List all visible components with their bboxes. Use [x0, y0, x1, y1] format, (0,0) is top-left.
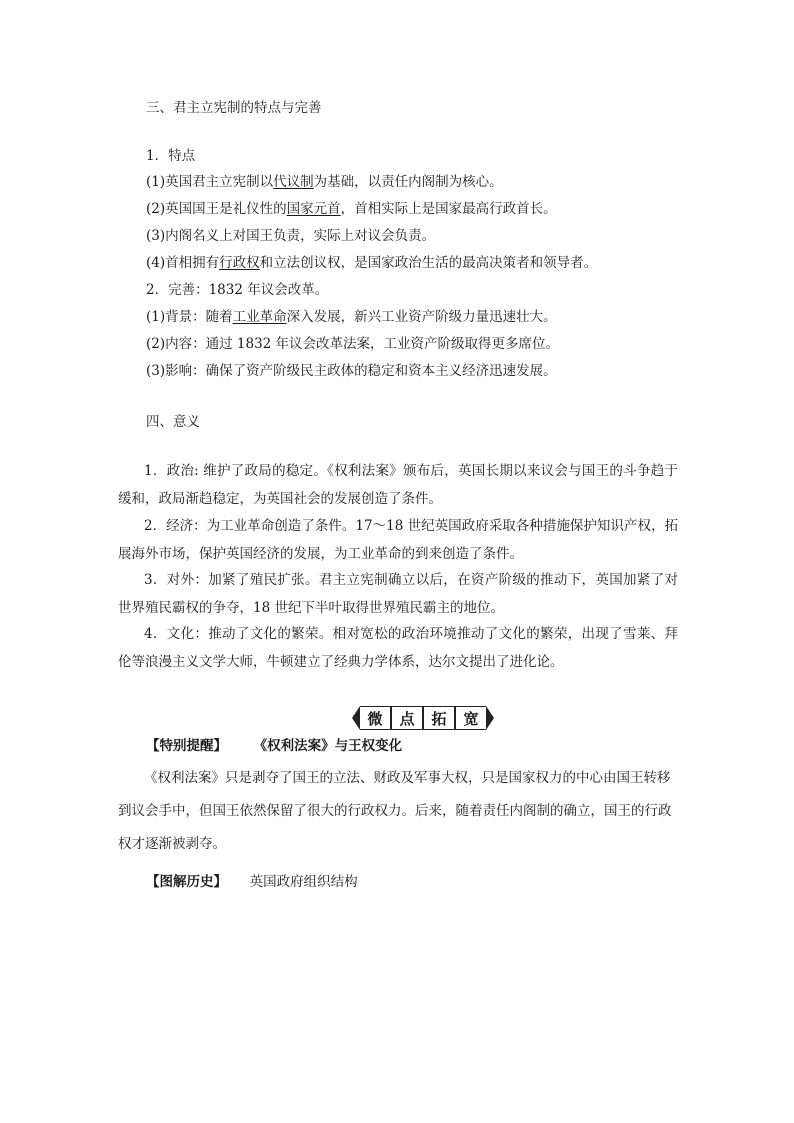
significance-politics: [118, 458, 678, 513]
feature-4-rest: 和立法创议权，是国家政治生活的最高决策者和领导者。: [259, 255, 598, 271]
improvement-background-underline: 工业革命: [232, 309, 287, 325]
significance-economy-text: 2．经济：为工业革命创造了条件。17～18 世纪英国政府采取各种措施保护知识产权，拓展海外市场，保护英国经济的发展，为工业革命的到来创造了条件。: [118, 518, 678, 562]
significance-economy: [118, 513, 678, 568]
feature-1-underline: 代议制: [273, 174, 314, 190]
special-reminder-title: 《权利法案》与王权变化: [253, 738, 403, 754]
illustrated-history-tag: 【图解历史】: [146, 874, 227, 890]
special-reminder-body-text: 《权利法案》只是剥夺了国王的立法、财政及军事大权，只是国家权力的中心由国王转移到议会手中，但国王依然保留了很大的行政权力。后来，随着责任内阁制的确立，国王的行政权才逐渐被剥夺。: [118, 770, 672, 852]
subheading-features: 1．特点: [146, 148, 196, 164]
feature-1: [146, 172, 503, 192]
significance-culture: [118, 621, 678, 676]
improvement-impact: (3)影响：确保了资产阶级民主政体的稳定和资本主义经济迅速发展。: [146, 363, 557, 379]
feature-2: [146, 199, 557, 219]
significance-culture-text: 4．文化：推动了文化的繁荣。相对宽松的政治环境推动了文化的繁荣，出现了雪莱、拜伦等浪漫主义文学大师，牛顿建立了经典力学体系，达尔文提出了进化论。: [118, 626, 678, 670]
section-4-heading: 四、意义: [146, 414, 200, 430]
feature-4-text: (4)首相拥有: [146, 255, 220, 271]
section-3-heading: 三、君主立宪制的特点与完善: [146, 100, 322, 116]
feature-1-rest: 为基础，以责任内阁制为核心。: [313, 174, 503, 190]
significance-politics-text: 1．政治: 维护了政局的稳定。《权利法案》颁布后，英国长期以来议会与国王的斗争趋于缓和，政局渐趋稳定，为英国社会的发展创造了条件。: [118, 463, 678, 507]
feature-1-text: (1)英国君主立宪制以: [146, 174, 274, 190]
feature-4-underline: 行政权: [219, 255, 260, 271]
illustrated-history-line: [146, 872, 358, 892]
banner-char-2: 点: [390, 706, 422, 730]
special-reminder-tag: 【特别提醒】: [146, 738, 227, 754]
significance-foreign: [118, 567, 678, 622]
special-reminder-line: [146, 736, 402, 756]
feature-2-text: (2)英国国王是礼仪性的: [146, 201, 287, 217]
special-reminder-body: [118, 762, 678, 861]
micro-point-banner: [352, 706, 494, 730]
improvement-background-rest: 深入发展，新兴工业资产阶级力量迅速壮大。: [286, 309, 557, 325]
feature-3: (3)内阁名义上对国王负责，实际上对议会负责。: [146, 228, 436, 244]
banner-left-arrow: [352, 706, 360, 730]
improvement-content: (2)内容：通过 1832 年议会改革法案，工业资产阶级取得更多席位。: [146, 336, 560, 352]
subheading-improvement: 2．完善：1832 年议会改革。: [146, 282, 329, 298]
banner-char-4: 宽: [454, 706, 486, 730]
illustrated-history-title: 英国政府组织结构: [249, 874, 358, 890]
banner-char-1: 微: [360, 706, 390, 730]
improvement-background-text: (1)背景：随着: [146, 309, 233, 325]
significance-foreign-text: 3．对外：加紧了殖民扩张。君主立宪制确立以后，在资产阶级的推动下，英国加紧了对世界殖民霸权的争夺，18 世纪下半叶取得世界殖民霸主的地位。: [118, 572, 678, 616]
banner-right-arrow: [486, 706, 494, 730]
improvement-background: [146, 307, 557, 327]
feature-2-rest: ，首相实际上是国家最高行政首长。: [340, 201, 557, 217]
banner-char-3: 拓: [422, 706, 454, 730]
feature-4: [146, 253, 597, 273]
feature-2-underline: 国家元首: [286, 201, 341, 217]
